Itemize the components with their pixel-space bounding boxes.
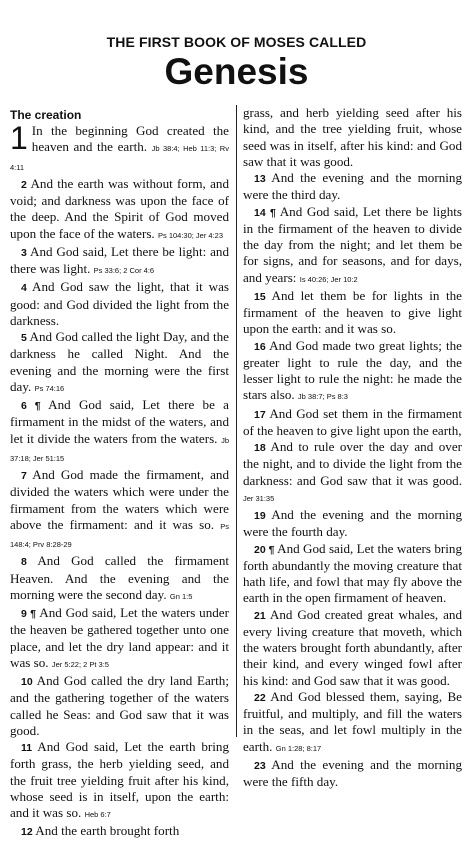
- cross-reference: Gn 1:28; 8:17: [275, 743, 322, 753]
- verse-number: 3: [21, 246, 27, 259]
- verse-text: And God made two great lights; the greater light to rule the day, and the lesser light to rule the night: he made the stars also.: [243, 337, 462, 403]
- verse-number: 14 ¶: [254, 206, 276, 219]
- verse-text: And God called the dry land Earth; and the gathering together of the waters called he Seas: and God saw that it was good.: [10, 673, 229, 738]
- verse-text: And God called the light Day, and the darkness he called Night. And the evening and the morning were the first day.: [10, 329, 229, 394]
- verse-text: And God blessed them, saying, Be fruitful, and multiply, and fill the waters in the seas, and let fowl multiply in the earth.: [243, 688, 462, 754]
- verse-text: And God made the firmament, and divided the waters which were under the firmament from the waters which were above the firmament: and it was so.: [10, 467, 229, 532]
- cross-reference: Jb 37:18; Jer 51:15: [10, 435, 229, 463]
- verse-16: [243, 338, 462, 406]
- verse-2: [10, 176, 229, 244]
- verse-number: 13: [254, 173, 266, 185]
- verse-text: And God set them in the firmament of the heaven to give light upon the earth,: [243, 405, 462, 438]
- verse-text: And God said, Let the waters bring forth abundantly the moving creature that hath life, and fowl that may fly above the earth in the open firmament of heaven.: [243, 540, 462, 606]
- verse-number: 8: [21, 556, 27, 569]
- verse-12: [10, 823, 229, 840]
- verse-number: 9 ¶: [21, 608, 37, 620]
- verse-number: 19: [254, 510, 266, 522]
- verse-number: 2: [21, 178, 27, 191]
- cross-reference: Ps 33:6; 2 Cor 4:6: [93, 266, 155, 275]
- cross-reference: Ps 104:30; Jer 4:23: [157, 230, 224, 240]
- verse-19: [243, 507, 462, 541]
- verse-14: [243, 204, 462, 288]
- chapter-number: 1: [10, 120, 28, 156]
- verse-12-continued: [243, 105, 462, 170]
- section-heading: The creation: [10, 108, 82, 122]
- book-label: THE FIRST BOOK OF MOSES CALLED: [106, 34, 367, 50]
- verse-18: [243, 439, 462, 507]
- verse-number: 11: [21, 742, 33, 754]
- verse-number: 7: [21, 470, 27, 482]
- cross-reference: Jer 31:35: [243, 493, 275, 503]
- verse-text: And the evening and the morning were the fifth day.: [243, 756, 462, 789]
- left-column: [10, 105, 229, 841]
- cross-reference: Gn 1:5: [169, 591, 193, 601]
- cross-reference: Is 40:26; Jer 10:2: [299, 274, 358, 284]
- verse-text: grass, and herb yielding seed after his kind, and the tree yielding fruit, whose seed was in itself, after his kind: and God saw that it was good.: [243, 105, 462, 169]
- book-title: Genesis: [164, 51, 309, 92]
- verse-9: [10, 605, 229, 673]
- verse-5: [10, 329, 229, 397]
- cross-reference: Jer 5:22; 2 Pt 3:5: [51, 659, 109, 669]
- cross-reference: Ps 74:16: [34, 383, 65, 393]
- verse-number: 15: [254, 290, 266, 303]
- verse-number: 16: [254, 340, 266, 353]
- verse-number: 22: [254, 691, 266, 704]
- right-column: [243, 105, 462, 790]
- verse-17: [243, 406, 462, 440]
- verse-4: [10, 279, 229, 329]
- verse-11: [10, 739, 229, 823]
- verse-22: [243, 689, 462, 757]
- verse-number: 5: [21, 332, 27, 344]
- verse-7: [10, 467, 229, 553]
- verse-3: [10, 244, 229, 280]
- verse-23: [243, 757, 462, 791]
- verse-number: 21: [254, 609, 266, 622]
- verse-number: 23: [254, 759, 266, 772]
- verse-15: [243, 288, 462, 338]
- verse-number: 6 ¶: [21, 400, 41, 412]
- verse-text: And the evening and the morning were the third day.: [243, 170, 462, 203]
- verse-number: 18: [254, 442, 266, 454]
- verse-number: 17: [254, 408, 266, 421]
- verse-text: And God said, Let the waters under the heaven be gathered together unto one place, and let the dry land appear: and it was so.: [10, 605, 229, 670]
- verse-text: And God said, Let there be light: and there was light.: [10, 243, 229, 276]
- verse-text: And God saw the light, that it was good: and God divided the light from the darkness.: [10, 279, 229, 328]
- verse-1: [10, 120, 229, 176]
- verse-text: And God called the firmament Heaven. And the evening and the morning were the second day.: [10, 553, 229, 602]
- verse-number: 12: [21, 826, 33, 839]
- cross-reference: Jb 38:7; Ps 8:3: [297, 392, 348, 402]
- verse-number: 20 ¶: [254, 543, 275, 556]
- cross-reference: Jb 38:4; Heb 11:3; Rv 4:11: [10, 144, 229, 172]
- verse-21: [243, 607, 462, 689]
- verse-text: And to rule over the day and over the night, and to divide the light from the darkness: and God saw that it was good.: [243, 439, 462, 488]
- verse-text: And the earth brought forth: [35, 823, 180, 839]
- cross-reference: Heb 6:7: [84, 810, 111, 819]
- verse-number: 4: [21, 282, 27, 295]
- verse-20: [243, 541, 462, 607]
- verse-text: And God said, Let there be a firmament in the midst of the waters, and let it divide the waters from the waters.: [10, 397, 229, 446]
- verse-6: [10, 397, 229, 467]
- verse-text: And God said, Let the earth bring forth grass, the herb yielding seed, and the fruit tree yielding fruit after his kind, whose seed is in itself, upon the earth: and it was so.: [10, 739, 229, 820]
- verse-text: In the beginning God created the heaven and the earth.: [31, 123, 229, 155]
- verse-8: [10, 553, 229, 605]
- verse-text: And God said, Let there be lights in the firmament of the heaven to divide the day from the night; and let them be for signs, and for seasons, and for days, and years:: [243, 203, 462, 285]
- verse-13: [243, 170, 462, 204]
- verse-text: And God created great whales, and every living creature that moveth, which the waters brought forth abundantly, after their kind, and every winged fowl after his kind: and God saw that it was good.: [243, 606, 462, 688]
- verse-text: And the earth was without form, and void; and darkness was upon the face of the deep. And the Spirit of God moved upon the face of the waters.: [10, 175, 229, 241]
- verse-text: And let them be for lights in the firmament of the heaven to give light upon the earth: and it was so.: [243, 287, 462, 337]
- verse-10: [10, 673, 229, 739]
- verse-number: 10: [21, 676, 33, 688]
- cross-reference: Ps 148:4; Prv 8:28-29: [10, 521, 229, 549]
- verse-text: And the evening and the morning were the fourth day.: [243, 507, 462, 540]
- column-divider: [236, 105, 237, 737]
